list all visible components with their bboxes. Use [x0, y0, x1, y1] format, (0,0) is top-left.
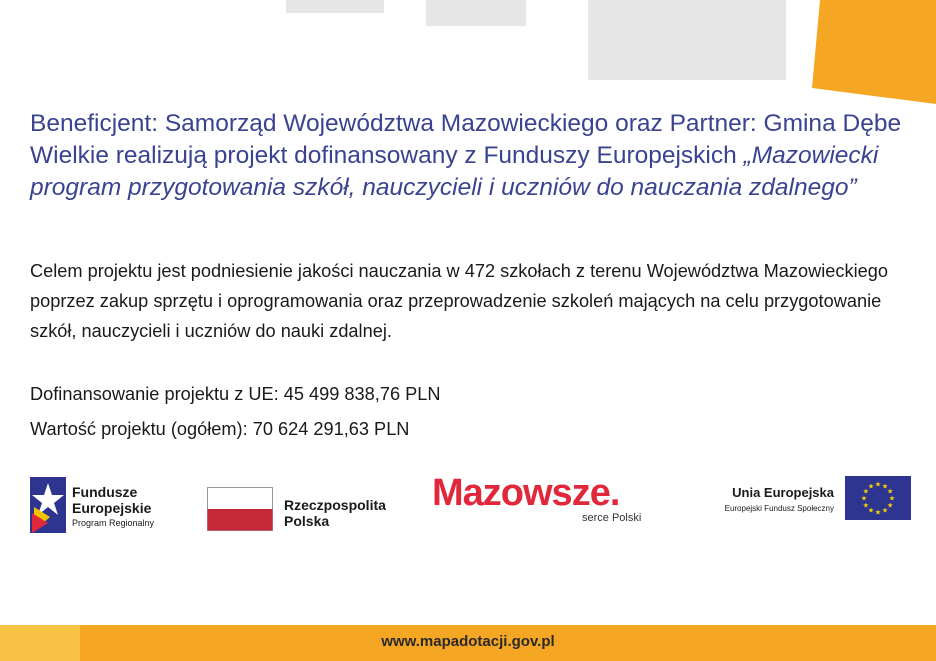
eu-funding-amount: Dofinansowanie projektu z UE: 45 499 838,76 PLN	[30, 384, 441, 404]
fe-line2: Europejskie	[72, 500, 152, 516]
eu-star-icon: ★	[874, 508, 882, 517]
mazowsze-wordmark: Mazowsze.	[432, 472, 620, 514]
eu-star-icon: ★	[881, 482, 889, 491]
eu-star-icon: ★	[886, 501, 894, 510]
eu-star-icon: ★	[867, 506, 875, 515]
eu-star-icon: ★	[881, 506, 889, 515]
eu-line2: Europejski Fundusz Społeczny	[724, 504, 834, 513]
decorative-bar-grey-2	[426, 0, 526, 26]
fe-star-icon	[30, 477, 66, 533]
eu-line1: Unia Europejska	[732, 485, 834, 500]
eu-star-icon: ★	[860, 494, 868, 503]
polish-flag-icon	[207, 487, 273, 531]
total-project-value: Wartość projektu (ogółem): 70 624 291,63 PLN	[30, 419, 410, 439]
project-description: Celem projektu jest podniesienie jakości nauczania w 472 szkołach z terenu Województwa Mazowieckiego poprzez zakup sprzętu i oprogramowania oraz przeprowadzenie szkoleń mających na celu przygotowanie szkół, nauczycieli i uczniów do nauki zdalnej.	[30, 261, 888, 341]
eu-star-icon: ★	[874, 480, 882, 489]
project-heading	[30, 108, 910, 204]
eu-flag-icon	[845, 476, 911, 520]
eu-star-icon: ★	[886, 487, 894, 496]
decorative-bar-grey-1	[286, 0, 384, 13]
eu-star-icon: ★	[862, 501, 870, 510]
eu-star-icon: ★	[888, 494, 896, 503]
project-name: „Mazowiecki program przygotowania szkół, nauczycieli i uczniów do nauczania zdalnego”	[30, 142, 879, 201]
fe-line3: Program Regionalny	[72, 518, 155, 528]
decorative-yellow-corner	[812, 0, 936, 104]
mazowsze-tagline: serce Polski	[582, 512, 642, 524]
eu-star-icon: ★	[867, 482, 875, 491]
eu-star-icon: ★	[862, 487, 870, 496]
heading-main-text: Beneficjent: Samorząd Województwa Mazowieckiego oraz Partner: Gmina Dębe Wielkie realizują projekt dofinansowany z Funduszy Europejskich	[30, 110, 902, 169]
decorative-bar-grey-3	[588, 0, 786, 80]
footer-url[interactable]: www.mapadotacji.gov.pl	[381, 633, 555, 650]
rp-line2: Polska	[284, 513, 330, 529]
rp-line1: Rzeczpospolita	[284, 497, 386, 513]
fe-line1: Fundusze	[72, 484, 138, 500]
